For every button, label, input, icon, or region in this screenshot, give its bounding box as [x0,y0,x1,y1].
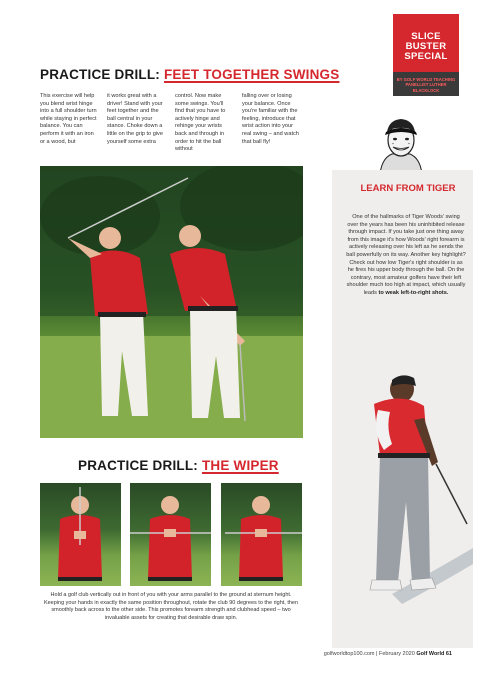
footer-site: golfworldtop100.com [323,651,375,657]
page-footer [324,651,452,657]
tiger-portrait-illustration [372,114,430,174]
drill1-column-3: control. Now make some swings. You'll find that you have to actively hinge and rehinge your wrists back and through in order to hit the ball without [175,93,226,153]
tiger-sidebar-body [346,214,466,298]
wiper-caption: Hold a golf club vertically out in front of you with your arms parallel to the ground at sternum height. Keeping your hands in exactly the same position throughout, rotate the club 90 degrees to the right, then smoothly back across to the other side. This promotes forearm strength and clubhead speed – two invaluable assets for creating that desirable draw spin. [43,592,299,621]
footer-page-number: 61 [445,651,452,657]
footer-magazine: Golf World [416,651,445,657]
tiger-sidebar-title: LEARN FROM TIGER [360,183,456,194]
drill1-column-4: falling over or losing your balance. Once you're familiar with the feeling, introduce that wrist action into your real swing – and watch that ball fly! [242,93,299,145]
badge-title: SLICE BUSTER SPECIAL [404,31,448,62]
drill2-heading-prefix: PRACTICE DRILL: [78,458,198,473]
tiger-impact-photo [332,372,473,612]
tiger-body-text: One of the hallmarks of Tiger Woods' swing over the years has been his uninhibited release through impact. If you take just one thing away from this image it's how Woods' right forearm is actively releasing over his left as he sends the ball powerfully on its way. Another key highlight? Check out how low Tiger's right shoulder is as he fires his upper body through the ball. On the contrary, most amateur golfers have their left shoulder much too high at impact, which usually leads [346,214,466,296]
footer-separator: | [376,651,378,657]
wiper-photo-left [40,483,121,586]
feet-together-swing-photo [40,166,303,438]
badge-byline: BY GOLF WORLD TEACHING PANELLIST LUTHER BLACKLOCK [393,72,459,96]
footer-date: February 2020 [379,651,415,657]
drill2-heading-title: THE WIPER [201,458,279,473]
drill1-heading-prefix: PRACTICE DRILL: [40,67,160,82]
drill1-heading-title: FEET TOGETHER SWINGS [163,67,340,82]
drill1-column-1: This exercise will help you blend wrist hinge into a full shoulder turn while staying in perfect balance. You can perform it with an iron or a wood, but [40,93,97,145]
drill1-column-2: it works great with a driver! Stand with your feet together and the ball central in your stance. Choke down a little on the grip to give yourself some extra [107,93,163,145]
tiger-body-highlight: to weak left-to-right shots. [378,289,449,296]
drill2-heading [78,458,279,473]
wiper-photo-right [221,483,302,586]
wiper-photo-center [130,483,211,586]
two-golfers-swing-sequence [40,166,303,438]
drill1-heading [40,67,339,82]
slice-buster-badge [393,14,459,96]
